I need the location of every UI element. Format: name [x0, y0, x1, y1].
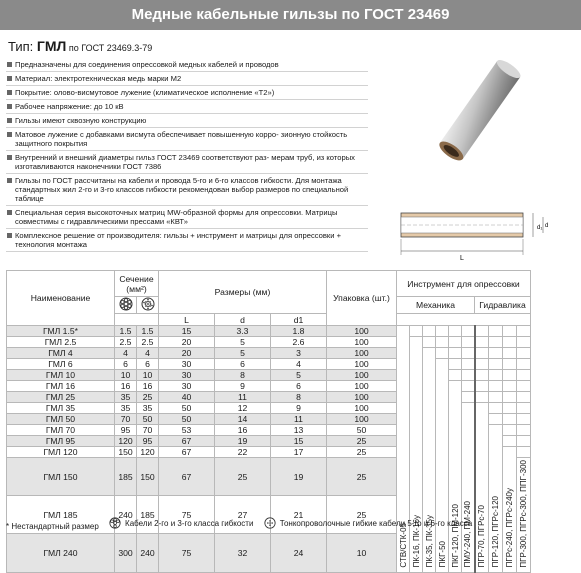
cell-section-class-2-3: 4 [115, 348, 137, 359]
footnote: * Нестандартный размер [6, 522, 99, 531]
cell-section-class-5-6: 240 [137, 534, 159, 572]
tool-column [423, 348, 436, 573]
feature-item: Специальная серия высокоточных матриц MW-образной формы для опрессовки. Матрицы совместимы с гидравлическими прессами «КВТ» [6, 208, 368, 229]
cell-d: 14 [215, 414, 271, 425]
feature-item: Внутренний и внешний диаметры гильз ГОСТ 23469 соответствуют раз- мерам труб, из которых изготавливаются наконечники ГОСТ 7386 [6, 153, 368, 174]
tool-empty-cell [462, 370, 475, 381]
cell-pack: 100 [327, 392, 397, 403]
tool-empty-cell [503, 414, 517, 425]
cell-d1: 3 [271, 348, 327, 359]
col-sizes: Размеры (мм) [159, 271, 327, 314]
tool-empty-cell [517, 348, 531, 359]
cell-name: ГМЛ 16 [7, 381, 115, 392]
tool-label: ПГР-300, ПГРс-300, ППГ-300 [519, 460, 528, 568]
cell-section-class-2-3: 150 [115, 447, 137, 458]
class-2-3-icon [115, 297, 137, 314]
col-hydr: Гидравлика [475, 297, 531, 314]
feature-list [6, 60, 368, 254]
cell-d1: 11 [271, 414, 327, 425]
cell-pack: 25 [327, 436, 397, 447]
cell-L: 67 [159, 436, 215, 447]
sleeve-drawing [393, 205, 553, 265]
tool-empty-cell [423, 337, 436, 348]
col-L: L [159, 314, 215, 326]
tool-empty-cell [436, 337, 449, 348]
cell-pack: 100 [327, 348, 397, 359]
cell-section-class-5-6: 6 [137, 359, 159, 370]
tool-empty-cell [517, 381, 531, 392]
cell-L: 50 [159, 414, 215, 425]
cell-d1: 2.6 [271, 337, 327, 348]
feature-item: Гильзы по ГОСТ рассчитаны на кабели и провода 5-го и 6-го классов гибкости. Для монтажа стандартных жил 2-го и 3-го классов гибкости рекомендован выбор размеров по специальной таблице [6, 176, 368, 206]
cell-pack: 25 [327, 458, 397, 496]
tool-label: ПМУ-240, ПМ-240 [463, 501, 473, 568]
cell-section-class-5-6: 70 [137, 425, 159, 436]
cell-d: 5 [215, 337, 271, 348]
tool-empty-cell [489, 381, 503, 392]
cell-L: 30 [159, 381, 215, 392]
tool-column [503, 447, 517, 573]
cell-section-class-5-6: 95 [137, 436, 159, 447]
cell-section-class-5-6: 2.5 [137, 337, 159, 348]
col-d1: d1 [271, 314, 327, 326]
cell-name: ГМЛ 2.5 [7, 337, 115, 348]
table-row [7, 381, 531, 392]
table-row [7, 370, 531, 381]
feature-item: Материал: электротехническая медь марки М2 [6, 74, 368, 86]
cell-pack: 100 [327, 370, 397, 381]
cell-d1: 15 [271, 436, 327, 447]
tool-empty-cell [462, 326, 475, 337]
tool-empty-cell [489, 414, 503, 425]
tool-empty-cell [475, 392, 489, 403]
cell-section-class-5-6: 120 [137, 447, 159, 458]
drawing-label-d: d [545, 223, 549, 229]
cell-L: 67 [159, 447, 215, 458]
cell-name: ГМЛ 240 [7, 534, 115, 572]
tool-empty-cell [449, 348, 462, 359]
tool-column [462, 403, 475, 573]
cell-L: 53 [159, 425, 215, 436]
type-prefix: Тип: [8, 39, 37, 54]
tool-empty-cell [517, 447, 531, 458]
tool-empty-cell [475, 359, 489, 370]
tool-empty-cell [475, 348, 489, 359]
tool-empty-cell [503, 436, 517, 447]
tool-empty-cell [503, 370, 517, 381]
tool-empty-cell [489, 403, 503, 414]
tool-empty-cell [436, 326, 449, 337]
table-row [7, 348, 531, 359]
tool-empty-cell [503, 381, 517, 392]
cell-name: ГМЛ 120 [7, 447, 115, 458]
cell-name: ГМЛ 185 [7, 496, 115, 534]
cell-L: 40 [159, 392, 215, 403]
tool-label: ПГРс-240, ПГРс-240у [505, 488, 514, 568]
tool-empty-cell [436, 348, 449, 359]
feature-item: Рабочее напряжение: до 10 кВ [6, 102, 368, 114]
tool-empty-cell [489, 326, 503, 337]
cell-d: 3.3 [215, 326, 271, 337]
cell-section-class-2-3: 120 [115, 436, 137, 447]
cell-name: ГМЛ 1.5* [7, 326, 115, 337]
cell-pack: 100 [327, 326, 397, 337]
tool-empty-cell [489, 392, 503, 403]
cell-section-class-5-6: 16 [137, 381, 159, 392]
cell-d: 19 [215, 436, 271, 447]
cell-d: 6 [215, 359, 271, 370]
tool-empty-cell [517, 359, 531, 370]
cell-L: 75 [159, 496, 215, 534]
cell-pack: 100 [327, 359, 397, 370]
tool-column [517, 458, 531, 573]
cell-name: ГМЛ 50 [7, 414, 115, 425]
cell-L: 75 [159, 534, 215, 572]
cell-pack: 50 [327, 425, 397, 436]
col-name: Наименование [7, 271, 115, 326]
cell-d: 8 [215, 370, 271, 381]
tool-empty-cell [449, 370, 462, 381]
sleeve-photo [425, 60, 535, 160]
cell-name: ГМЛ 35 [7, 403, 115, 414]
tool-column [475, 403, 489, 573]
tool-empty-cell [475, 381, 489, 392]
class-2-3-icon [109, 517, 121, 529]
tool-empty-cell [449, 337, 462, 348]
cell-section-class-2-3: 16 [115, 381, 137, 392]
tool-empty-cell [475, 326, 489, 337]
tool-empty-cell [517, 403, 531, 414]
cell-name: ГМЛ 25 [7, 392, 115, 403]
table-body [7, 326, 531, 573]
tool-column [489, 425, 503, 573]
tool-empty-cell [475, 370, 489, 381]
tool-label: ПКГ-120, ПМ-120 [450, 503, 460, 568]
tool-column [449, 381, 462, 573]
cell-L: 20 [159, 337, 215, 348]
cell-section-class-2-3: 240 [115, 496, 137, 534]
tool-label: ПК-16, ПК-16у [411, 515, 421, 568]
cell-d1: 4 [271, 359, 327, 370]
tool-empty-cell [410, 326, 423, 337]
cell-d: 27 [215, 496, 271, 534]
cell-d: 9 [215, 381, 271, 392]
table-row [7, 337, 531, 348]
col-pack: Упаковка (шт.) [327, 271, 397, 326]
tool-empty-cell [503, 392, 517, 403]
type-standard: по ГОСТ 23469.3-79 [66, 43, 153, 53]
col-tools: Инструмент для опрессовки [397, 271, 531, 297]
cell-d1: 6 [271, 381, 327, 392]
tool-empty-cell [489, 337, 503, 348]
tool-empty-cell [503, 403, 517, 414]
cell-name: ГМЛ 10 [7, 370, 115, 381]
cell-d1: 9 [271, 403, 327, 414]
cell-L: 30 [159, 359, 215, 370]
tool-label: ПГР-120, ПГРс-120 [491, 496, 500, 568]
feature-item: Матовое лужение с добавками висмута обеспечивает повышенную корро- зионную стойкость защитного покрытия [6, 130, 368, 151]
cell-name: ГМЛ 6 [7, 359, 115, 370]
cell-section-class-2-3: 300 [115, 534, 137, 572]
cell-name: ГМЛ 95 [7, 436, 115, 447]
cell-d1: 1.8 [271, 326, 327, 337]
cell-d: 25 [215, 458, 271, 496]
tool-empty-cell [503, 337, 517, 348]
cell-section-class-2-3: 185 [115, 458, 137, 496]
cell-section-class-2-3: 2.5 [115, 337, 137, 348]
cell-d1: 17 [271, 447, 327, 458]
cell-section-class-2-3: 35 [115, 392, 137, 403]
feature-item: Гильзы имеют сквозную конструкцию [6, 116, 368, 128]
cell-section-class-5-6: 35 [137, 403, 159, 414]
tool-empty-cell [489, 370, 503, 381]
cell-section-class-5-6: 185 [137, 496, 159, 534]
tool-empty-cell [517, 392, 531, 403]
cell-d: 22 [215, 447, 271, 458]
feature-item: Комплексное решение от производителя: гильзы + инструмент и матрицы для опрессовки + технология монтажа [6, 231, 368, 252]
cell-d: 11 [215, 392, 271, 403]
tool-empty-cell [489, 348, 503, 359]
tool-empty-cell [423, 326, 436, 337]
cell-L: 67 [159, 458, 215, 496]
col-mech: Механика [397, 297, 475, 314]
tool-empty-cell [462, 392, 475, 403]
legend-class-5-6: Тонкопроволочные гибкие кабели 5-го и 6-го класса [264, 517, 473, 529]
feature-item: Предназначены для соединения опрессовкой медных кабелей и проводов [6, 60, 368, 72]
drawing-label-d1: d₁ [537, 225, 543, 231]
cell-L: 20 [159, 348, 215, 359]
cell-section-class-2-3: 1.5 [115, 326, 137, 337]
tool-empty-cell [475, 337, 489, 348]
col-d: d [215, 314, 271, 326]
cell-L: 30 [159, 370, 215, 381]
cell-section-class-5-6: 10 [137, 370, 159, 381]
table-row [7, 359, 531, 370]
tool-empty-cell [517, 414, 531, 425]
cell-section-class-5-6: 150 [137, 458, 159, 496]
cell-pack: 10 [327, 534, 397, 572]
cell-section-class-2-3: 6 [115, 359, 137, 370]
cell-d1: 8 [271, 392, 327, 403]
tool-empty-cell [503, 359, 517, 370]
cell-L: 50 [159, 403, 215, 414]
cell-pack: 100 [327, 337, 397, 348]
footer [6, 517, 480, 531]
tool-empty-cell [462, 359, 475, 370]
tool-empty-cell [503, 326, 517, 337]
cell-section-class-2-3: 10 [115, 370, 137, 381]
tool-empty-cell [517, 425, 531, 436]
tool-column [436, 359, 449, 573]
cell-name: ГМЛ 150 [7, 458, 115, 496]
tool-empty-cell [517, 337, 531, 348]
feature-item: Покрытие: олово-висмутовое лужение (климатическое исполнение «Т2») [6, 88, 368, 100]
tool-empty-cell [517, 436, 531, 447]
cell-section-class-2-3: 70 [115, 414, 137, 425]
cell-d: 32 [215, 534, 271, 572]
cell-L: 15 [159, 326, 215, 337]
tool-label: ПГР-70, ПГРс-70 [477, 505, 487, 568]
cell-d1: 19 [271, 458, 327, 496]
type-line [8, 38, 152, 54]
cell-name: ГМЛ 4 [7, 348, 115, 359]
cell-d1: 24 [271, 534, 327, 572]
table-row [7, 326, 531, 337]
tool-empty-cell [503, 425, 517, 436]
cell-name: ГМЛ 70 [7, 425, 115, 436]
cell-d: 5 [215, 348, 271, 359]
cell-pack: 25 [327, 496, 397, 534]
tool-empty-cell [449, 359, 462, 370]
tool-empty-cell [517, 370, 531, 381]
tool-empty-cell [517, 326, 531, 337]
cell-section-class-2-3: 95 [115, 425, 137, 436]
tool-empty-cell [462, 381, 475, 392]
col-section: Сечение (мм²) [115, 271, 159, 297]
tool-column [397, 326, 410, 573]
class-5-6-icon [264, 517, 276, 529]
cell-pack: 100 [327, 381, 397, 392]
cell-pack: 100 [327, 414, 397, 425]
cell-d: 12 [215, 403, 271, 414]
tool-label: СТВ/СТК-05 [398, 523, 408, 568]
cell-pack: 25 [327, 447, 397, 458]
type-code: ГМЛ [36, 38, 67, 54]
cell-section-class-2-3: 35 [115, 403, 137, 414]
tool-empty-cell [503, 348, 517, 359]
cell-d: 16 [215, 425, 271, 436]
cell-section-class-5-6: 4 [137, 348, 159, 359]
tool-empty-cell [462, 337, 475, 348]
class-5-6-icon [137, 297, 159, 314]
tool-empty-cell [462, 348, 475, 359]
cell-d1: 21 [271, 496, 327, 534]
cell-d1: 5 [271, 370, 327, 381]
cell-section-class-5-6: 25 [137, 392, 159, 403]
cell-d1: 13 [271, 425, 327, 436]
tool-empty-cell [449, 326, 462, 337]
cell-section-class-5-6: 1.5 [137, 326, 159, 337]
cell-pack: 100 [327, 403, 397, 414]
page-title: Медные кабельные гильзы по ГОСТ 23469 [0, 0, 581, 30]
cell-section-class-5-6: 50 [137, 414, 159, 425]
tool-label: ПК-35, ПК-35у [424, 515, 434, 568]
tool-column [410, 337, 423, 573]
drawing-label-L: L [460, 255, 464, 262]
tool-empty-cell [489, 359, 503, 370]
tool-label: ПКГ-50 [437, 541, 447, 568]
legend-class-2-3: Кабели 2-го и 3-го класса гибкости [109, 517, 253, 529]
